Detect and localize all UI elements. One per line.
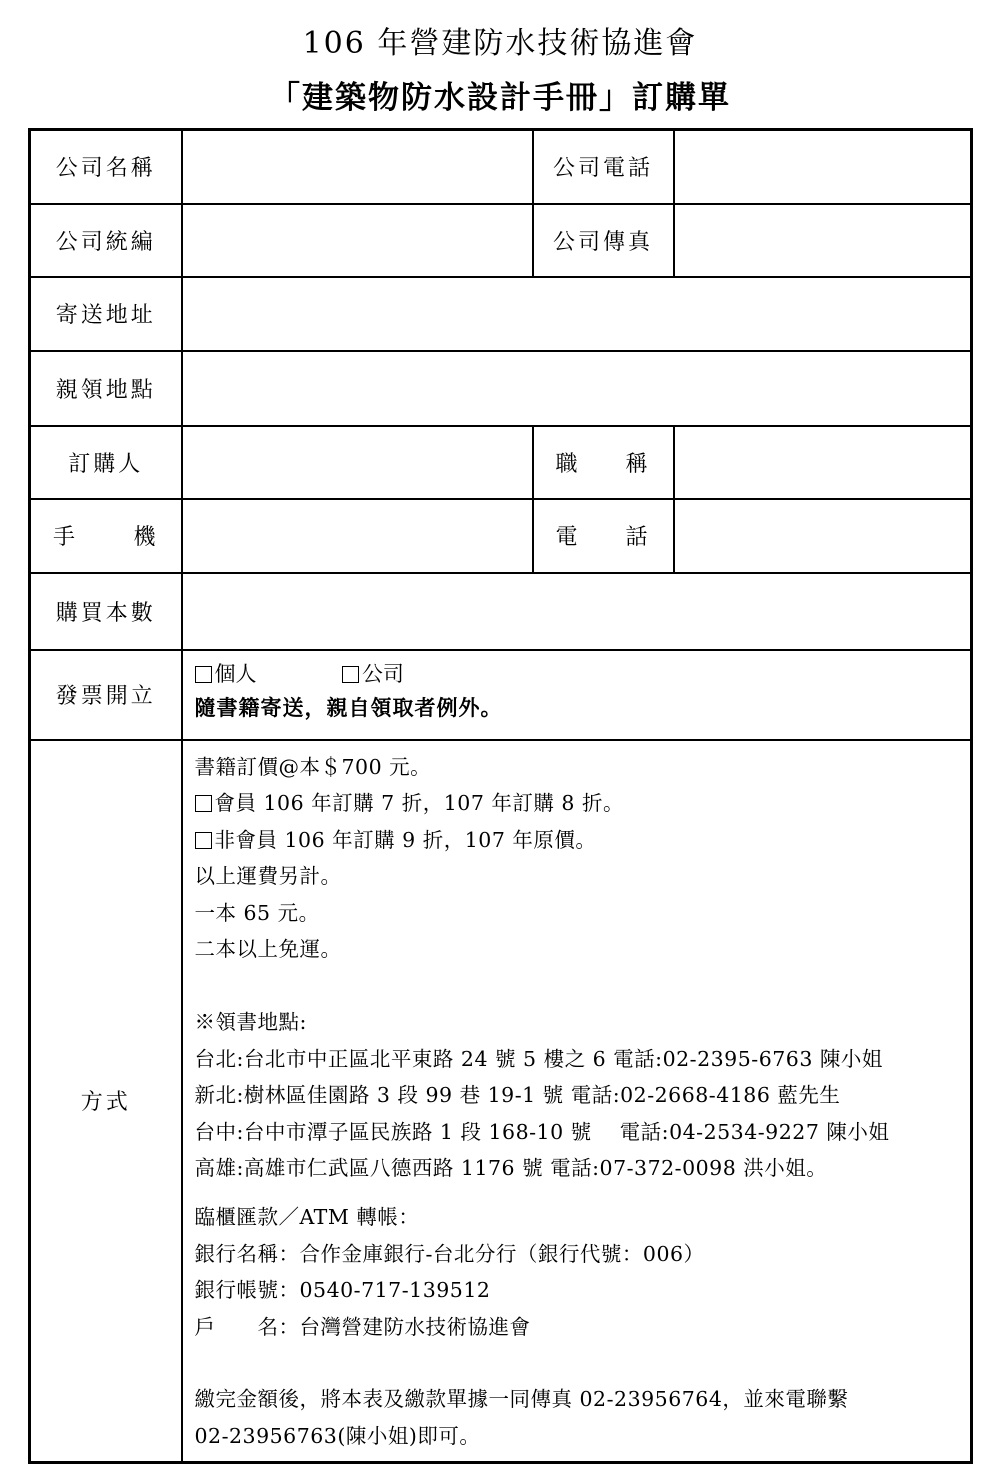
company-phone-label: 公司電話: [533, 130, 674, 204]
checkbox-member[interactable]: [195, 795, 212, 812]
quantity-field[interactable]: [182, 573, 972, 650]
checkbox-personal[interactable]: [195, 666, 212, 683]
method-label: 方式: [30, 740, 182, 1463]
job-title-label: 職 稱: [533, 426, 674, 499]
mobile-label: 手 機: [30, 499, 182, 573]
job-title-field[interactable]: [674, 426, 972, 499]
mobile-field[interactable]: [182, 499, 533, 573]
buyer-label: 訂購人: [30, 426, 182, 499]
shipping-note: 以上運費另計。: [194, 864, 342, 889]
invoice-company-option[interactable]: 公司: [342, 662, 404, 686]
invoice-options: [182, 650, 972, 740]
company-name-label: 公司名稱: [30, 130, 182, 204]
price-text: 書籍訂價@本＄700 元。: [194, 754, 432, 779]
bank-name: 銀行名稱：合作金庫銀行-台北分行（銀行代號：006）: [194, 1241, 705, 1266]
transfer-heading: 臨櫃匯款／ATM 轉帳：: [194, 1205, 420, 1230]
telephone-field[interactable]: [674, 499, 972, 573]
page-title: 106 年營建防水技術協進會: [302, 26, 698, 61]
mailing-address-field[interactable]: [182, 277, 972, 351]
company-tax-id-label: 公司統編: [30, 204, 182, 277]
pickup-taichung: 台中:台中市潭子區民族路 1 段 168-10 號 電話:04-2534-9227 陳小姐: [194, 1119, 890, 1144]
checkbox-company[interactable]: [342, 666, 359, 683]
buyer-field[interactable]: [182, 426, 533, 499]
order-form-table: [28, 128, 973, 1464]
pickup-location-field[interactable]: [182, 351, 972, 426]
account-holder: 戶 名：台灣營建防水技術協進會: [194, 1314, 531, 1339]
pickup-taipei: 台北:台北市中正區北平東路 24 號 5 樓之 6 電話:02-2395-6763 陳小姐: [194, 1046, 883, 1071]
invoice-label: 發票開立: [30, 650, 182, 740]
checkbox-nonmember[interactable]: [195, 832, 212, 849]
company-phone-field[interactable]: [674, 130, 972, 204]
pickup-heading: ※領書地點:: [194, 1010, 307, 1035]
nonmember-option[interactable]: 非會員 106 年訂購 9 折，107 年原價。: [195, 822, 959, 859]
invoice-personal-option[interactable]: 個人: [195, 662, 264, 686]
quantity-label: 購買本數: [30, 573, 182, 650]
member-option[interactable]: 會員 106 年訂購 7 折，107 年訂購 8 折。: [195, 785, 959, 822]
pickup-newtaipei: 新北:樹林區佳園路 3 段 99 巷 19-1 號 電話:02-2668-4186 藍先生: [194, 1083, 841, 1108]
bank-account: 銀行帳號：0540-717-139512: [194, 1278, 491, 1303]
company-tax-id-field[interactable]: [182, 204, 533, 277]
payment-note-line1: 繳完金額後，將本表及繳款單據一同傳真 02-23956764，並來電聯繫: [194, 1387, 849, 1412]
company-name-field[interactable]: [182, 130, 533, 204]
company-fax-field[interactable]: [674, 204, 972, 277]
shipping-two: 二本以上免運。: [194, 937, 342, 962]
pickup-kaohsiung: 高雄:高雄市仁武區八德西路 1176 號 電話:07-372-0098 洪小姐。: [194, 1156, 828, 1181]
payment-note-line2: 02-23956763(陳小姐)即可。: [194, 1424, 481, 1448]
pickup-location-label: 親領地點: [30, 351, 182, 426]
company-fax-label: 公司傳真: [533, 204, 674, 277]
shipping-one: 一本 65 元。: [194, 900, 320, 925]
page-subtitle: 「建築物防水設計手冊」訂購單: [269, 80, 731, 116]
mailing-address-label: 寄送地址: [30, 277, 182, 351]
invoice-note: 隨書籍寄送，親自領取者例外。: [194, 694, 503, 720]
telephone-label: 電 話: [533, 499, 674, 573]
method-details: [182, 740, 972, 1463]
